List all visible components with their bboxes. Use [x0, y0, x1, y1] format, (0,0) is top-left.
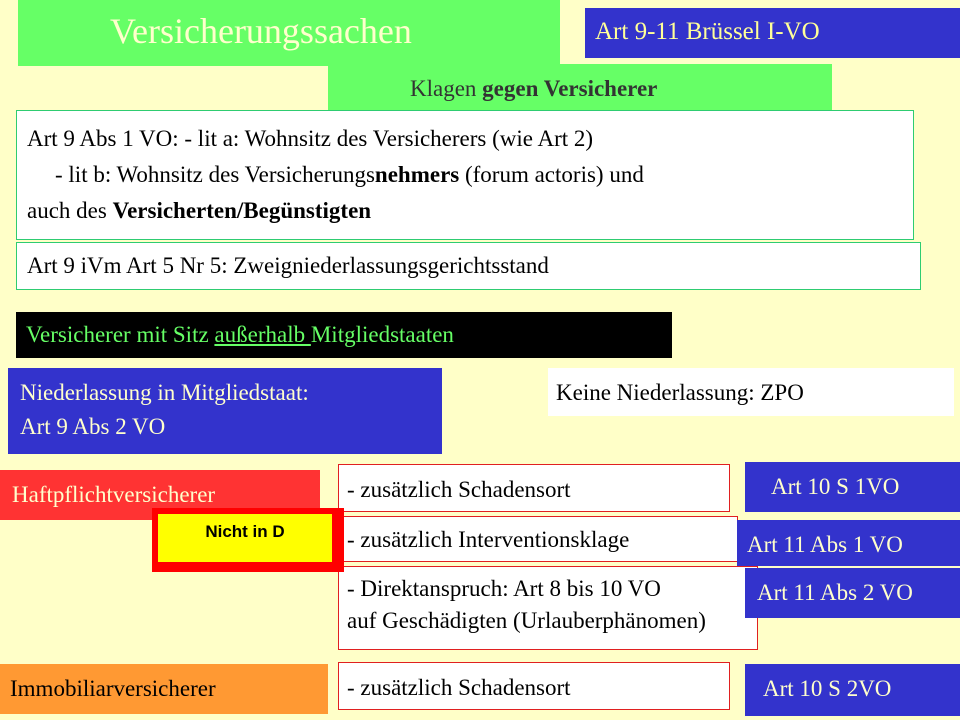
real-estate-insurer: Immobiliarversicherer [0, 664, 328, 714]
ref-art10-s1: Art 10 S 1VO [745, 462, 960, 512]
ref-art11-abs1: Art 11 Abs 1 VO [737, 520, 960, 566]
art9-line2: - lit b: Wohnsitz des Versicherungsnehmers (forum actoris) und [55, 162, 644, 187]
outside-member-states: Versicherer mit Sitz außerhalb Mitgliedstaaten [16, 312, 672, 358]
ref-art11-abs2: Art 11 Abs 2 VO [745, 568, 960, 618]
page-title: Versicherungssachen [18, 0, 560, 66]
branch-member-state: Niederlassung in Mitgliedstaat: Art 9 Abs 2 VO [8, 368, 442, 454]
liability-item-intervention: - zusätzlich Interventionsklage [338, 516, 738, 562]
subtitle: Klagen gegen Versicherer [410, 76, 658, 101]
art9-line3: auch des Versicherten/Begünstigten [27, 198, 372, 223]
art9-jurisdiction: Art 9 Abs 1 VO: - lit a: Wohnsitz des Versicherers (wie Art 2) - lit b: Wohnsitz des Versicherungsnehmers (forum actoris) und auch des Versicherten/Begünstigten [16, 110, 914, 240]
not-in-d-badge: Nicht in D [152, 508, 344, 572]
liability-item-direct-claim: - Direktanspruch: Art 8 bis 10 VO auf Geschädigten (Urlauberphänomen) [338, 566, 758, 650]
no-branch: Keine Niederlassung: ZPO [548, 368, 954, 416]
liability-item-damage-location: - zusätzlich Schadensort [338, 464, 730, 512]
subtitle-box [328, 64, 832, 114]
liability-insurer: Haftpflichtversicherer [0, 470, 320, 520]
ref-art10-s2: Art 10 S 2VO [745, 664, 960, 716]
law-reference: Art 9-11 Brüssel I-VO [585, 8, 960, 58]
branch-jurisdiction: Art 9 iVm Art 5 Nr 5: Zweigniederlassungsgerichtsstand [16, 242, 921, 290]
real-estate-item: - zusätzlich Schadensort [338, 662, 730, 710]
